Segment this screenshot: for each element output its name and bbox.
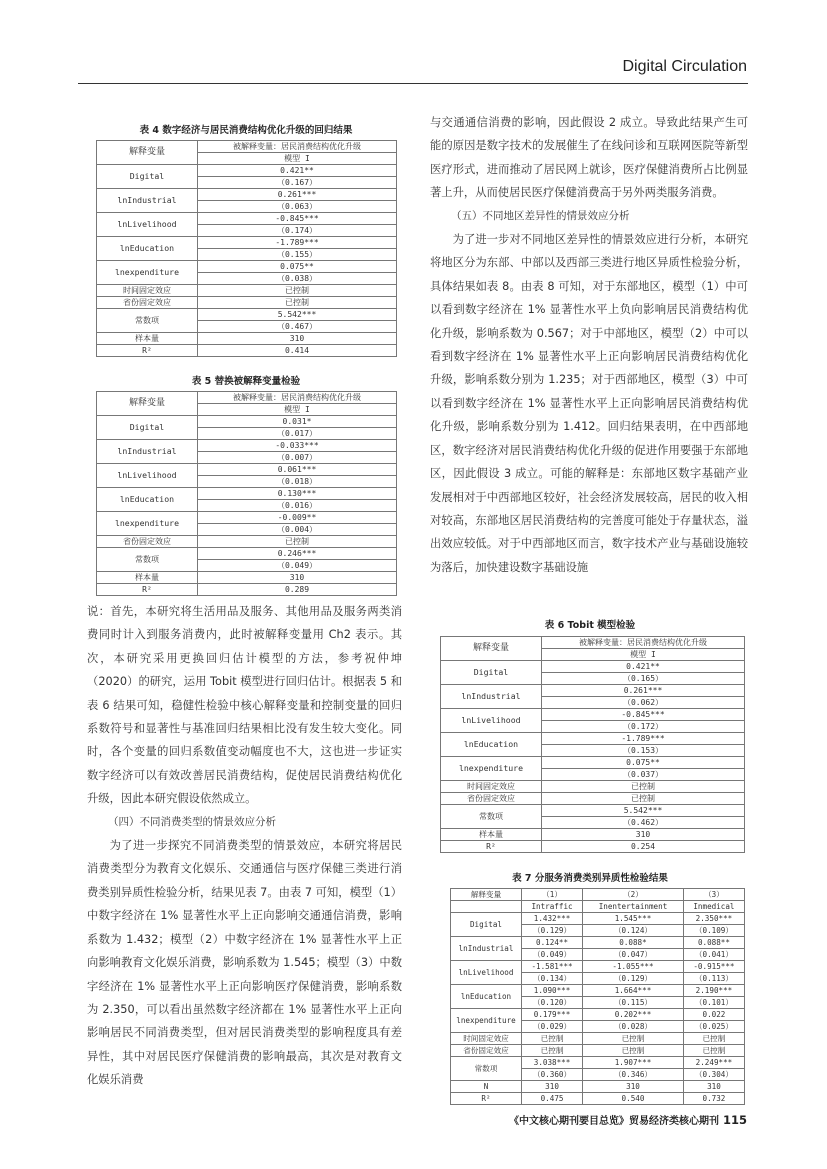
table7-coef: 0.179*** (522, 1009, 583, 1021)
table6-coef: -0.845*** (542, 709, 745, 721)
table7 (450, 888, 745, 1105)
table7-controlled: 已控制 (522, 1045, 583, 1057)
table7-subcol-3: Inmedical (683, 901, 744, 913)
table6-row-var: lnEducation (441, 733, 542, 757)
table7-const-se: （0.304） (683, 1069, 744, 1081)
table7-col-3: （3） (683, 889, 744, 901)
table7-subcol-2: Inentertainment (583, 901, 684, 913)
table7-se: （0.109） (683, 925, 744, 937)
table7-var-header: 解释变量 (451, 889, 522, 901)
table4-se: （0.155） (198, 249, 397, 261)
table6-r2-val: 0.254 (542, 841, 745, 853)
table7-coef: -1.055*** (583, 961, 684, 973)
table5-coef: 0.061*** (198, 464, 397, 476)
table7-se: （0.101） (683, 997, 744, 1009)
table7-se: （0.120） (522, 997, 583, 1009)
table6-coef: 0.075** (542, 757, 745, 769)
table4-se: （0.038） (198, 273, 397, 285)
table6-const-se: （0.462） (542, 817, 745, 829)
table5-row-var: lnEducation (97, 488, 198, 512)
table6-prov-fe-val: 已控制 (542, 793, 745, 805)
table5-coef: -0.033*** (198, 440, 397, 452)
table4-model: 模型 I (198, 153, 397, 165)
table4-prov-fe: 省份固定效应 (97, 297, 198, 309)
table6-se: （0.165） (542, 673, 745, 685)
table6 (440, 636, 745, 853)
right-column-text (430, 111, 748, 579)
table7-coef: 1.090*** (522, 985, 583, 997)
table7-n-val: 310 (522, 1081, 583, 1093)
table6-coef: -1.789*** (542, 733, 745, 745)
table6-const-coef: 5.542*** (542, 805, 745, 817)
table5-caption: 表 5 替换被解释变量检验 (191, 376, 301, 387)
table7-const-coef: 3.038*** (522, 1057, 583, 1069)
table4-r2: R² (97, 345, 198, 357)
table4-const-se: （0.467） (198, 321, 397, 333)
table4 (96, 140, 397, 357)
table4-se: （0.167） (198, 177, 397, 189)
table4-se: （0.063） (198, 201, 397, 213)
table7-row-var: lnexpenditure (451, 1009, 522, 1033)
table6-se: （0.153） (542, 745, 745, 757)
table7-se: （0.041） (683, 949, 744, 961)
header-rule (78, 83, 748, 84)
table6-n-val: 310 (542, 829, 745, 841)
table7-se: （0.129） (522, 925, 583, 937)
table7-coef: 1.664*** (583, 985, 684, 997)
table5-r2: R² (97, 584, 198, 596)
table7-const-se: （0.360） (522, 1069, 583, 1081)
table7-coef: 1.432*** (522, 913, 583, 925)
table7-se: （0.113） (683, 973, 744, 985)
table4-row-var: lnIndustrial (97, 189, 198, 213)
table7-r2-val: 0.540 (583, 1093, 684, 1105)
footer-journal-text: 《中文核心期刊要目总览》贸易经济类核心期刊 (508, 1116, 719, 1127)
table7-n-val: 310 (683, 1081, 744, 1093)
table7-controlled: 已控制 (583, 1033, 684, 1045)
table7-row-var: lnEducation (451, 985, 522, 1009)
table7-controlled: 已控制 (583, 1045, 684, 1057)
table7-se: （0.129） (583, 973, 684, 985)
table4-coef: 0.421** (198, 165, 397, 177)
table7-se: （0.047） (583, 949, 684, 961)
table7-coef: 1.545*** (583, 913, 684, 925)
table7-time-fe: 时间固定效应 (451, 1033, 522, 1045)
table4-row-var: Digital (97, 165, 198, 189)
table6-n: 样本量 (441, 829, 542, 841)
table6-se: （0.037） (542, 769, 745, 781)
table4-n: 样本量 (97, 333, 198, 345)
left-paragraph-2: 为了进一步探究不同消费类型的情景效应，本研究将居民消费类型分为教育文化娱乐、交通通信与医疗保健三类进行消费类别异质性检验分析，结果见表 7。由表 7 可知，模型（1）中数字经济在 1% 显著性水平上正向影响交通通信消费，影响系数为 1.432；模型（2）中数字经济在 1% 显著性水平上正向影响教育文化娱乐消费，影响系数为 1.545；模型（3）中数字经济在 1% 显著性水平上正向影响医疗保健消费，影响系数为 2.350，可以看出虽然数字经济都在 1% 显著性水平上正向影响居民不同消费类型，但对居民消费类型的影响程度具有差异性，其中对居民医疗保健消费的影响最高，其次是对教育文化娱乐消费 (87, 839, 402, 1087)
table4-row-var: lnexpenditure (97, 261, 198, 285)
table5-coef: 0.031* (198, 416, 397, 428)
table5-prov-fe-val: 已控制 (198, 536, 397, 548)
table6-prov-fe: 省份固定效应 (441, 793, 542, 805)
table7-coef: 0.022 (683, 1009, 744, 1021)
table6-var-header: 解释变量 (441, 637, 542, 661)
table7-caption: 表 7 分服务消费类别异质性检验结果 (512, 873, 668, 884)
table7-n-val: 310 (583, 1081, 684, 1093)
table7-se: （0.134） (522, 973, 583, 985)
table7-coef: 2.190*** (683, 985, 744, 997)
table4-prov-fe-val: 已控制 (198, 297, 397, 309)
table7-coef: 2.350*** (683, 913, 744, 925)
table5-prov-fe: 省份固定效应 (97, 536, 198, 548)
table7-coef: -0.915*** (683, 961, 744, 973)
table6-dep-header: 被解释变量：居民消费结构优化升级 (542, 637, 745, 649)
table7-prov-fe: 省份固定效应 (451, 1045, 522, 1057)
table7-coef: 0.088** (683, 937, 744, 949)
table6-model: 模型 I (542, 649, 745, 661)
table6-row-var: lnexpenditure (441, 757, 542, 781)
table4-var-header: 解释变量 (97, 141, 198, 165)
table4-r2-val: 0.414 (198, 345, 397, 357)
table7-r2: R² (451, 1093, 522, 1105)
table7-coef: 0.088* (583, 937, 684, 949)
left-column-text (87, 600, 402, 1092)
table5-coef: 0.130*** (198, 488, 397, 500)
table6-coef: 0.421** (542, 661, 745, 673)
table5-se: （0.017） (198, 428, 397, 440)
table7-const: 常数项 (451, 1057, 522, 1081)
table7-se: （0.025） (683, 1021, 744, 1033)
table5-row-var: Digital (97, 416, 198, 440)
table5-row-var: lnLivelihood (97, 464, 198, 488)
table5-n: 样本量 (97, 572, 198, 584)
table5-coef: -0.009** (198, 512, 397, 524)
table7-coef: -1.581*** (522, 961, 583, 973)
table5-dep-header: 被解释变量：居民消费结构优化升级 (198, 392, 397, 404)
table7-se: （0.029） (522, 1021, 583, 1033)
table6-time-fe: 时间固定效应 (441, 781, 542, 793)
table6-row-var: lnLivelihood (441, 709, 542, 733)
table7-r2-val: 0.732 (683, 1093, 744, 1105)
table7-se: （0.124） (583, 925, 684, 937)
table5-r2-val: 0.289 (198, 584, 397, 596)
right-paragraph-1: 与交通通信消费的影响，因此假设 2 成立。导致此结果产生可能的原因是数字技术的发展催生了在线问诊和互联网医院等新型医疗形式，进而推动了居民网上就诊，医疗保健消费所占比例显著上升，从而使居民医疗保健消费高于另外两类服务消费。 (430, 116, 748, 200)
table7-se: （0.028） (583, 1021, 684, 1033)
section-5-heading: （五）不同地区差异性的情景效应分析 (451, 209, 630, 222)
table5-se: （0.004） (198, 524, 397, 536)
table7-row-var: Digital (451, 913, 522, 937)
table4-const: 常数项 (97, 309, 198, 333)
table7-coef: 0.124** (522, 937, 583, 949)
table4-dep-header: 被解释变量：居民消费结构优化升级 (198, 141, 397, 153)
table7-col-2: （2） (583, 889, 684, 901)
table4-coef: 0.261*** (198, 189, 397, 201)
table7-const-se: （0.346） (583, 1069, 684, 1081)
table7-col-1: （1） (522, 889, 583, 901)
table7-const-coef: 2.249*** (683, 1057, 744, 1069)
table5-n-val: 310 (198, 572, 397, 584)
table4-row-var: lnLivelihood (97, 213, 198, 237)
table6-time-fe-val: 已控制 (542, 781, 745, 793)
table5-const-coef: 0.246*** (198, 548, 397, 560)
table4-const-coef: 5.542*** (198, 309, 397, 321)
table7-controlled: 已控制 (683, 1033, 744, 1045)
table5-se: （0.016） (198, 500, 397, 512)
table5-model: 模型 I (198, 404, 397, 416)
table7-subcol-1: Intraffic (522, 901, 583, 913)
table5-se: （0.018） (198, 476, 397, 488)
table6-row-var: lnIndustrial (441, 685, 542, 709)
table4-coef: -1.789*** (198, 237, 397, 249)
table4-row-var: lnEducation (97, 237, 198, 261)
table6-caption: 表 6 Tobit 模型检验 (544, 620, 636, 631)
table7-coef: 0.202*** (583, 1009, 684, 1021)
table4-time-fe-val: 已控制 (198, 285, 397, 297)
table5-se: （0.007） (198, 452, 397, 464)
table5-const: 常数项 (97, 548, 198, 572)
table7-se: （0.049） (522, 949, 583, 961)
table6-r2: R² (441, 841, 542, 853)
table7-row-var: lnLivelihood (451, 961, 522, 985)
table7-const-coef: 1.907*** (583, 1057, 684, 1069)
table4-coef: -0.845*** (198, 213, 397, 225)
page-number: 115 (722, 1113, 747, 1127)
table6-se: （0.062） (542, 697, 745, 709)
table7-n: N (451, 1081, 522, 1093)
left-paragraph-1: 说：首先，本研究将生活用品及服务、其他用品及服务两类消费同时计入到服务消费内，此时被解释变量用 Ch2 表示。其次，本研究采用更换回归估计模型的方法，参考祝仲坤（2020）的研究，运用 Tobit 模型进行回归估计。根据表 5 和表 6 结果可知，稳健性检验中核心解释变量和控制变量的回归系数符号和显著性与基准回归结果相比没有发生较大变化。同时，各个变量的回归系数值变动幅度也不大，这也进一步证实数字经济可以有效改善居民消费结构，促使居民消费结构优化升级，因此本研究假设依然成立。 (87, 605, 402, 806)
table4-se: （0.174） (198, 225, 397, 237)
table5-row-var: lnexpenditure (97, 512, 198, 536)
table5-var-header: 解释变量 (97, 392, 198, 416)
footer (509, 1112, 747, 1127)
table6-row-var: Digital (441, 661, 542, 685)
journal-header: Digital Circulation (622, 58, 747, 75)
right-paragraph-2: 为了进一步对不同地区差异性的情景效应进行分析，本研究将地区分为东部、中部以及西部三类进行地区异质性检验分析，具体结果如表 8。由表 8 可知，对于东部地区，模型（1）中可以看到数字经济在 1% 显著性水平上负向影响居民消费结构优化升级，影响系数为 0.567；对于中部地区，模型（2）中可以看到数字经济在 1% 显著性水平上正向影响居民消费结构优化升级，影响系数分别为 1.235；对于西部地区，模型（3）中可以看到数字经济在 1% 显著性水平上正向影响居民消费结构优化升级，影响系数分别为 1.412。回归结果表明，在中西部地区，数字经济对居民消费结构优化升级的促进作用要强于东部地区，因此假设 3 成立。可能的解释是：东部地区数字基础产业发展相对于中西部地区较好，社会经济发展较高，居民的收入相对较高，东部地区居民消费结构的完善度可能处于存量状态，溢出效应较低。对于中西部地区而言，数字技术产业与基础设施较为落后，加快建设数字基础设施 (430, 233, 748, 574)
table7-r2-val: 0.475 (522, 1093, 583, 1105)
table4-time-fe: 时间固定效应 (97, 285, 198, 297)
table5 (96, 391, 397, 596)
table7-controlled: 已控制 (522, 1033, 583, 1045)
section-4-heading: （四）不同消费类型的情景效应分析 (108, 815, 276, 828)
table4-caption: 表 4 数字经济与居民消费结构优化升级的回归结果 (139, 125, 353, 136)
table4-coef: 0.075** (198, 261, 397, 273)
table4-n-val: 310 (198, 333, 397, 345)
table5-const-se: （0.049） (198, 560, 397, 572)
table6-const: 常数项 (441, 805, 542, 829)
table7-row-var: lnIndustrial (451, 937, 522, 961)
table6-coef: 0.261*** (542, 685, 745, 697)
table7-controlled: 已控制 (683, 1045, 744, 1057)
table6-se: （0.172） (542, 721, 745, 733)
table5-row-var: lnIndustrial (97, 440, 198, 464)
table7-se: （0.115） (583, 997, 684, 1009)
